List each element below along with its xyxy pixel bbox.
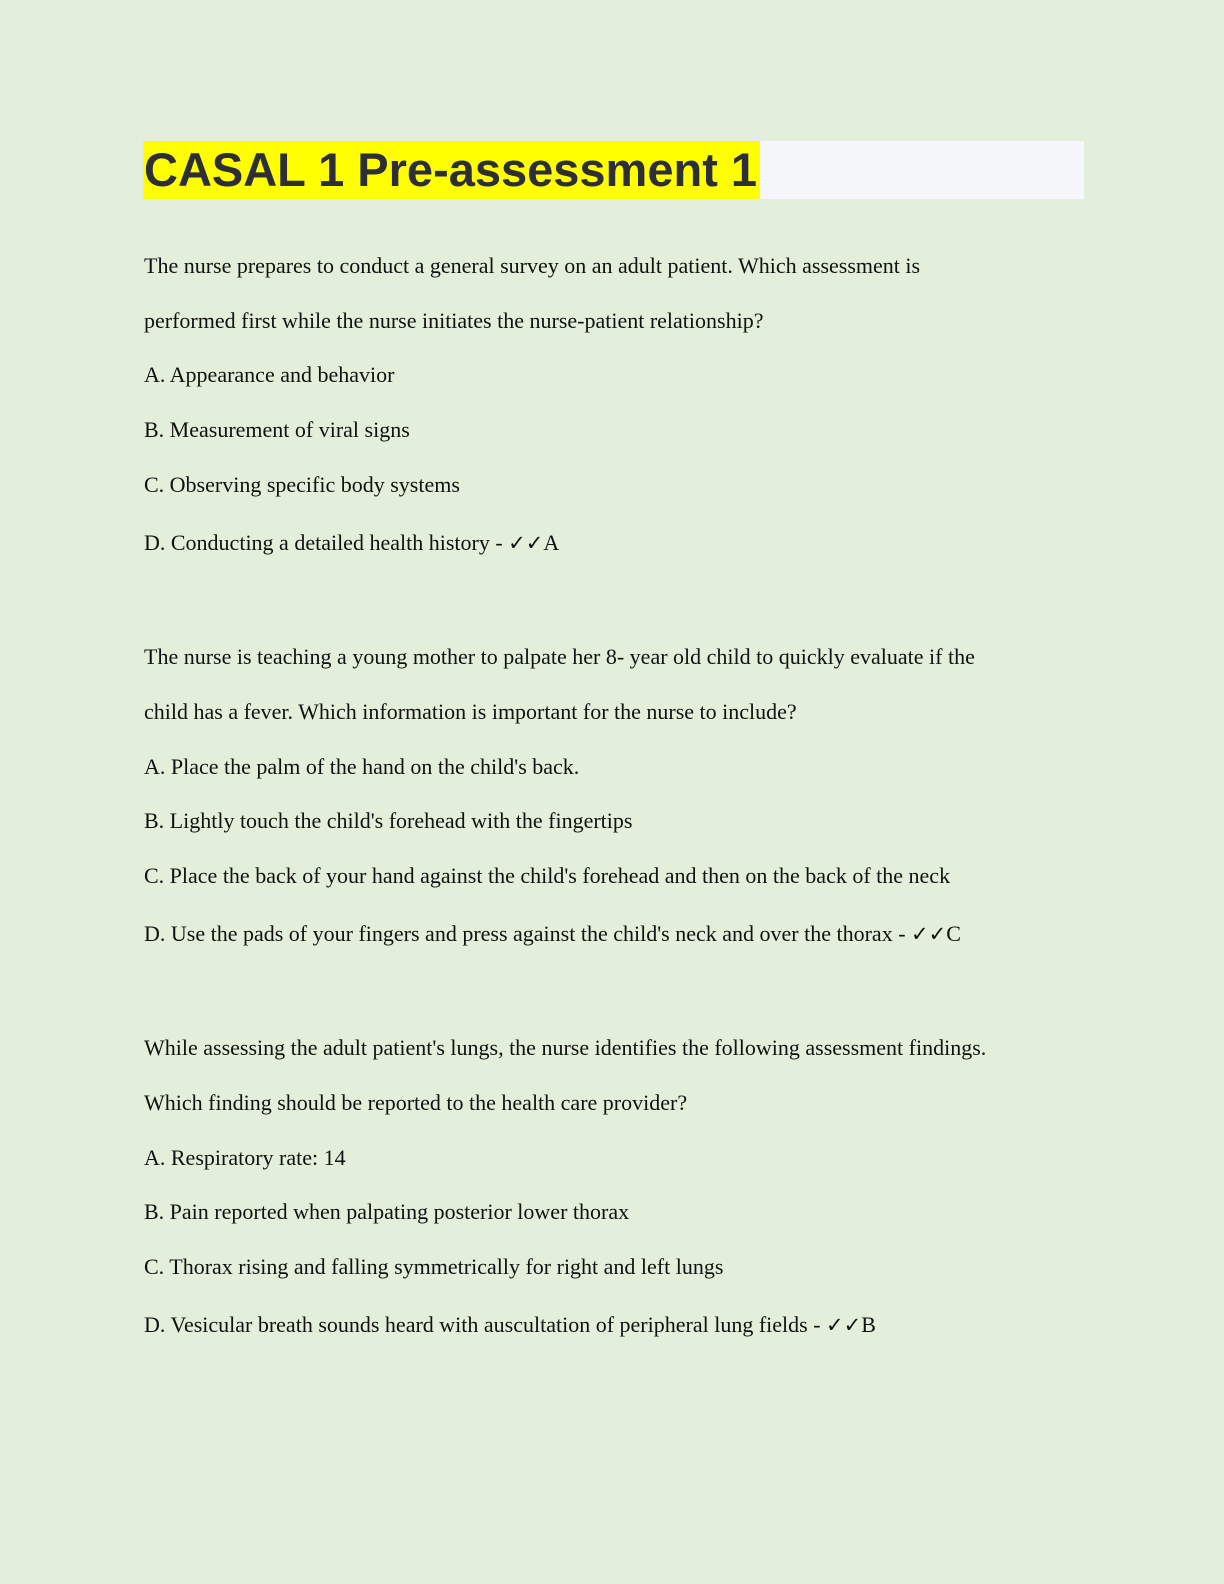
- question-3-option-a: A. Respiratory rate: 14: [144, 1145, 346, 1170]
- question-2-option-d-line: [144, 920, 961, 948]
- question-2-option-b: B. Lightly touch the child's forehead with the fingertips: [144, 808, 633, 833]
- question-3-stem-line-1: While assessing the adult patient's lungs, the nurse identifies the following assessment findings.: [144, 1035, 987, 1060]
- question-3-option-d-line: [144, 1311, 876, 1339]
- question-2-option-a: A. Place the palm of the hand on the child's back.: [144, 754, 580, 779]
- question-2-stem-line-2: child has a fever. Which information is important for the nurse to include?: [144, 699, 797, 724]
- question-1-option-d-line: [144, 529, 559, 557]
- question-1-option-c: C. Observing specific body systems: [144, 472, 460, 497]
- question-3-option-d: D. Vesicular breath sounds heard with auscultation of peripheral lung fields -: [144, 1312, 827, 1337]
- answer-check-icon: ✓✓: [911, 922, 947, 946]
- question-2-option-d: D. Use the pads of your fingers and press against the child's neck and over the thorax -: [144, 921, 912, 946]
- question-3-option-c: C. Thorax rising and falling symmetrically for right and left lungs: [144, 1254, 724, 1279]
- question-1-option-a: A. Appearance and behavior: [144, 362, 395, 387]
- question-1-option-d: D. Conducting a detailed health history -: [144, 530, 509, 555]
- answer-check-icon: ✓✓: [508, 531, 544, 555]
- document-title: CASAL 1 Pre-assessment 1: [143, 141, 760, 199]
- question-3-answer: B: [861, 1312, 876, 1337]
- title-bar: [143, 141, 1084, 199]
- question-3-option-b: B. Pain reported when palpating posterior lower thorax: [144, 1199, 630, 1224]
- question-1-stem-line-1: The nurse prepares to conduct a general survey on an adult patient. Which assessment is: [144, 253, 921, 278]
- question-1-answer: A: [543, 530, 560, 555]
- answer-check-icon: ✓✓: [826, 1313, 862, 1337]
- question-1-option-b: B. Measurement of viral signs: [144, 417, 410, 442]
- question-2-option-c: C. Place the back of your hand against the child's forehead and then on the back of the neck: [144, 863, 951, 888]
- question-2-stem-line-1: The nurse is teaching a young mother to palpate her 8- year old child to quickly evaluate if the: [144, 644, 975, 669]
- question-3-stem-line-2: Which finding should be reported to the health care provider?: [144, 1090, 688, 1115]
- question-1-stem-line-2: performed first while the nurse initiates the nurse-patient relationship?: [144, 308, 764, 333]
- question-2-answer: C: [946, 921, 961, 946]
